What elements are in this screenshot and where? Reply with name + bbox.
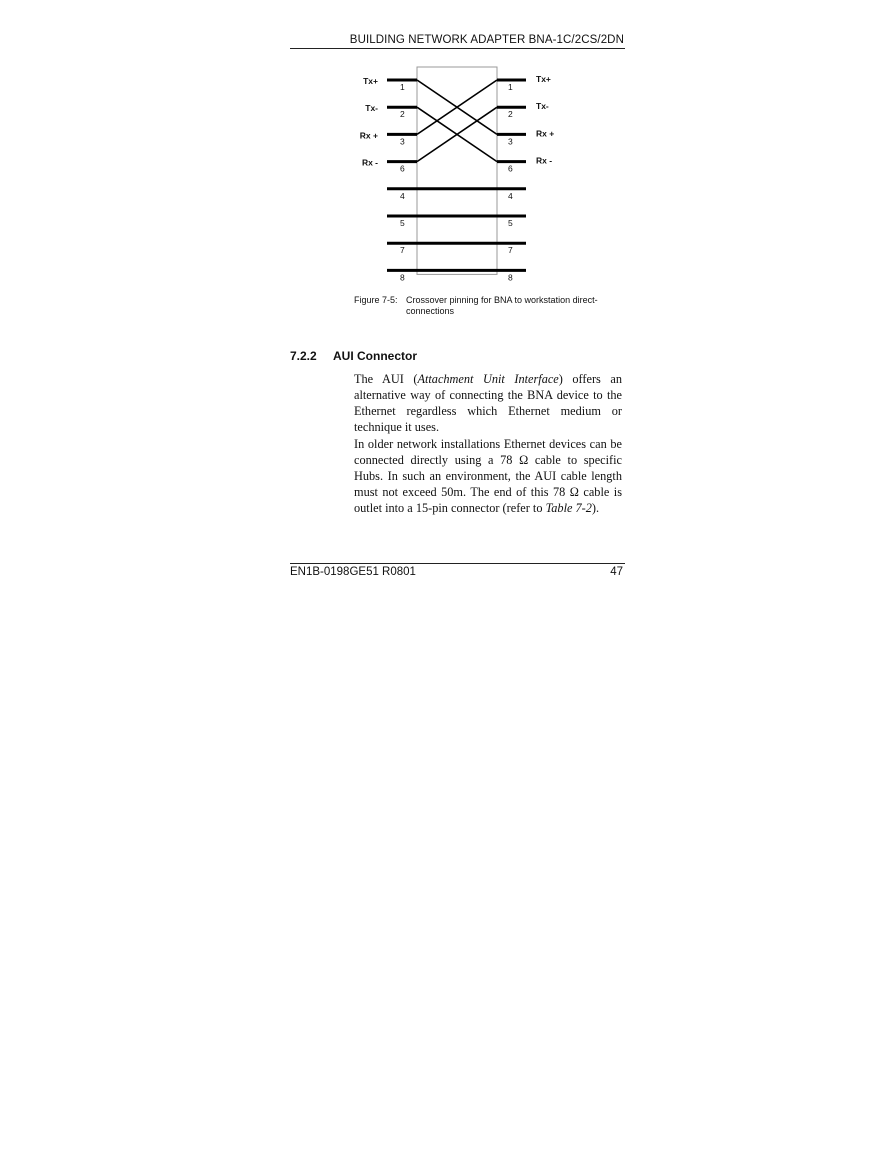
pin-number-right: 5 bbox=[508, 218, 513, 228]
pin-number-left: 6 bbox=[400, 163, 405, 174]
para1-text-start: The AUI ( bbox=[354, 372, 418, 386]
footer-rule bbox=[290, 563, 625, 564]
para2-text-end: ). bbox=[591, 501, 600, 515]
signal-label-left: Rx + bbox=[359, 130, 378, 141]
header-rule bbox=[290, 48, 625, 49]
pin-number-left: 5 bbox=[400, 218, 405, 228]
pin-number-right: 1 bbox=[508, 82, 513, 92]
crossover-pinning-diagram bbox=[340, 60, 570, 292]
pin-number-left: 7 bbox=[400, 245, 405, 256]
signal-label-right: Tx+ bbox=[536, 74, 551, 84]
pin-number-left: 3 bbox=[400, 136, 405, 147]
paragraph-aui-cable bbox=[354, 436, 622, 516]
signal-label-left: Tx+ bbox=[363, 76, 378, 86]
pin-number-left: 4 bbox=[400, 190, 405, 201]
signal-label-right: Rx + bbox=[536, 128, 555, 139]
signal-label-left: Tx- bbox=[365, 103, 378, 114]
para1-text-end: ) offers an alternative way of connecting the BNA device to the Ethernet regardless which Ethernet medium or technique it uses. bbox=[354, 372, 622, 434]
document-id: EN1B-0198GE51 R0801 bbox=[290, 566, 416, 578]
paragraph-aui-intro bbox=[354, 371, 622, 435]
table-reference-link: Table 7-2 bbox=[545, 501, 592, 515]
signal-label-left: Rx - bbox=[361, 157, 378, 168]
figure-caption-text: Crossover pinning for BNA to workstation direct-connections bbox=[406, 295, 598, 316]
pin-number-right: 7 bbox=[508, 245, 513, 256]
signal-label-right: Rx - bbox=[536, 155, 553, 166]
section-title: AUI Connector bbox=[333, 349, 417, 363]
pin-number-right: 4 bbox=[508, 190, 513, 201]
figure-caption-label: Figure 7-5: bbox=[354, 295, 398, 305]
para2-text-start: In older network installations Ethernet devices can be connected directly using a 78 Ω cable to specific Hubs. In such an environment, the AUI cable length must not exceed 50m. The end of this 78 Ω cable is outlet into a 15-pin connector (refer to bbox=[354, 437, 622, 515]
pin-number-right: 3 bbox=[508, 136, 513, 147]
signal-label-right: Tx- bbox=[536, 101, 549, 112]
pin-number-right: 6 bbox=[508, 163, 513, 174]
section-number: 7.2.2 bbox=[290, 349, 317, 363]
pin-number-right: 8 bbox=[508, 272, 513, 283]
pin-number-left: 1 bbox=[400, 82, 405, 92]
page-number: 47 bbox=[610, 566, 623, 578]
pin-number-left: 2 bbox=[400, 109, 405, 120]
running-header: BUILDING NETWORK ADAPTER BNA-1C/2CS/2DN bbox=[349, 34, 624, 46]
section-heading bbox=[290, 349, 417, 363]
para1-emphasis: Attachment Unit Interface bbox=[417, 372, 559, 386]
pin-number-left: 8 bbox=[400, 272, 405, 283]
pin-number-right: 2 bbox=[508, 109, 513, 120]
